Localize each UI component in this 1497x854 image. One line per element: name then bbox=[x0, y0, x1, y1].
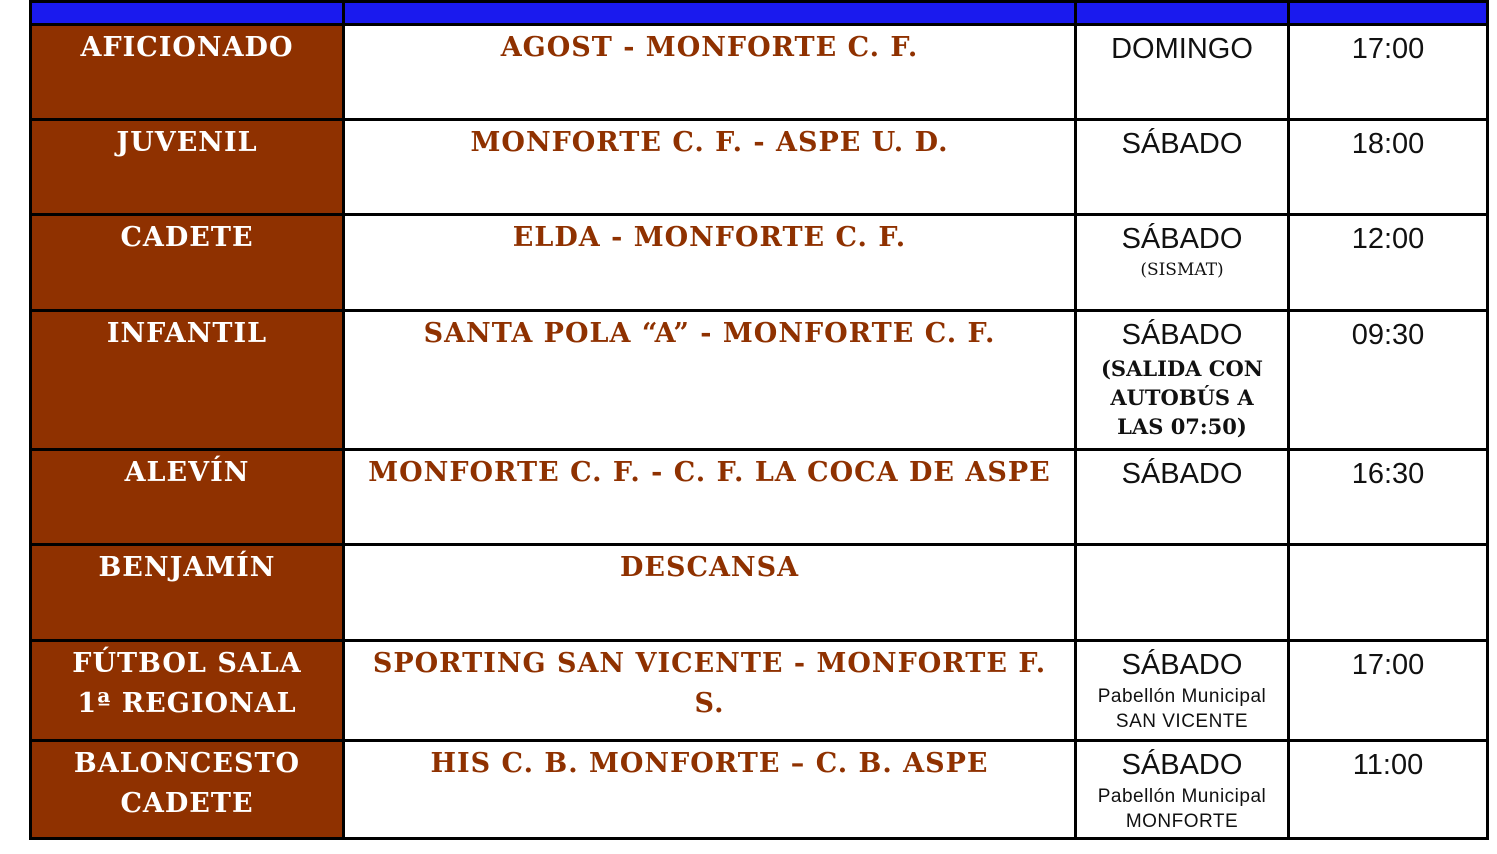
bus-note-line: LAS 07:50) bbox=[1117, 414, 1247, 439]
category-label: BENJAMÍN bbox=[98, 552, 276, 583]
day-cell bbox=[1076, 741, 1289, 839]
match-cell: ELDA - MONFORTE C. F. bbox=[344, 215, 1076, 311]
category-cell bbox=[31, 641, 344, 741]
day-cell bbox=[1076, 120, 1289, 215]
category-cell bbox=[31, 741, 344, 839]
time-cell: 18:00 bbox=[1289, 120, 1488, 215]
match-cell: HIS C. B. MONFORTE – C. B. ASPE bbox=[344, 741, 1076, 839]
category-label: CADETE bbox=[120, 788, 254, 819]
venue-note: Pabellón Municipal bbox=[1097, 686, 1267, 707]
category-cell bbox=[31, 545, 344, 641]
venue-note: (SISMAT) bbox=[1140, 260, 1224, 280]
category-label: 1ª REGIONAL bbox=[77, 688, 297, 719]
day-cell bbox=[1076, 641, 1289, 741]
venue-note: SAN VICENTE bbox=[1115, 711, 1249, 732]
category-cell bbox=[31, 215, 344, 311]
day-cell bbox=[1076, 545, 1289, 641]
match-cell: MONFORTE C. F. - ASPE U. D. bbox=[344, 120, 1076, 215]
header-cell-time bbox=[1289, 2, 1488, 25]
bus-note-line: (SALIDA CON bbox=[1100, 356, 1263, 381]
header-cell-day bbox=[1076, 2, 1289, 25]
category-label: JUVENIL bbox=[116, 127, 258, 158]
category-cell bbox=[31, 450, 344, 545]
bus-note-line: AUTOBÚS A bbox=[1110, 385, 1254, 410]
category-label: BALONCESTO bbox=[73, 748, 301, 779]
table-row bbox=[31, 545, 1488, 641]
time-cell bbox=[1289, 545, 1488, 641]
table-row bbox=[31, 215, 1488, 311]
time-cell: 11:00 bbox=[1289, 741, 1488, 839]
day-cell bbox=[1076, 25, 1289, 120]
category-cell bbox=[31, 311, 344, 450]
category-label: AFICIONADO bbox=[80, 32, 294, 63]
day-label: SÁBADO bbox=[1121, 223, 1243, 255]
day-label: DOMINGO bbox=[1111, 33, 1253, 65]
time-cell: 17:00 bbox=[1289, 25, 1488, 120]
day-label: SÁBADO bbox=[1121, 749, 1243, 781]
match-cell: DESCANSA bbox=[344, 545, 1076, 641]
table-row bbox=[31, 741, 1488, 839]
header-row bbox=[31, 2, 1488, 25]
time-cell: 12:00 bbox=[1289, 215, 1488, 311]
table-row bbox=[31, 25, 1488, 120]
day-label: SÁBADO bbox=[1121, 319, 1243, 351]
time-cell: 17:00 bbox=[1289, 641, 1488, 741]
match-cell: AGOST - MONFORTE C. F. bbox=[344, 25, 1076, 120]
match-cell: MONFORTE C. F. - C. F. LA COCA DE ASPE bbox=[344, 450, 1076, 545]
category-cell bbox=[31, 120, 344, 215]
category-label: ALEVÍN bbox=[124, 457, 250, 488]
day-cell bbox=[1076, 215, 1289, 311]
day-cell bbox=[1076, 311, 1289, 450]
match-cell: SPORTING SAN VICENTE - MONFORTE F. S. bbox=[344, 641, 1076, 741]
category-label: INFANTIL bbox=[106, 318, 268, 349]
category-cell bbox=[31, 25, 344, 120]
day-label: SÁBADO bbox=[1121, 458, 1243, 490]
table-row bbox=[31, 641, 1488, 741]
time-cell: 09:30 bbox=[1289, 311, 1488, 450]
time-cell: 16:30 bbox=[1289, 450, 1488, 545]
day-label: SÁBADO bbox=[1121, 128, 1243, 160]
category-label: FÚTBOL SALA bbox=[72, 648, 302, 679]
schedule-table bbox=[29, 0, 1489, 840]
header-cell-match bbox=[344, 2, 1076, 25]
table-row bbox=[31, 120, 1488, 215]
category-label: CADETE bbox=[120, 222, 254, 253]
table-row bbox=[31, 311, 1488, 450]
venue-note: Pabellón Municipal bbox=[1097, 786, 1267, 807]
day-label: SÁBADO bbox=[1121, 649, 1243, 681]
day-cell bbox=[1076, 450, 1289, 545]
header-cell-category bbox=[31, 2, 344, 25]
table-row bbox=[31, 450, 1488, 545]
match-cell: SANTA POLA “A” - MONFORTE C. F. bbox=[344, 311, 1076, 450]
venue-note: MONFORTE bbox=[1125, 811, 1239, 832]
